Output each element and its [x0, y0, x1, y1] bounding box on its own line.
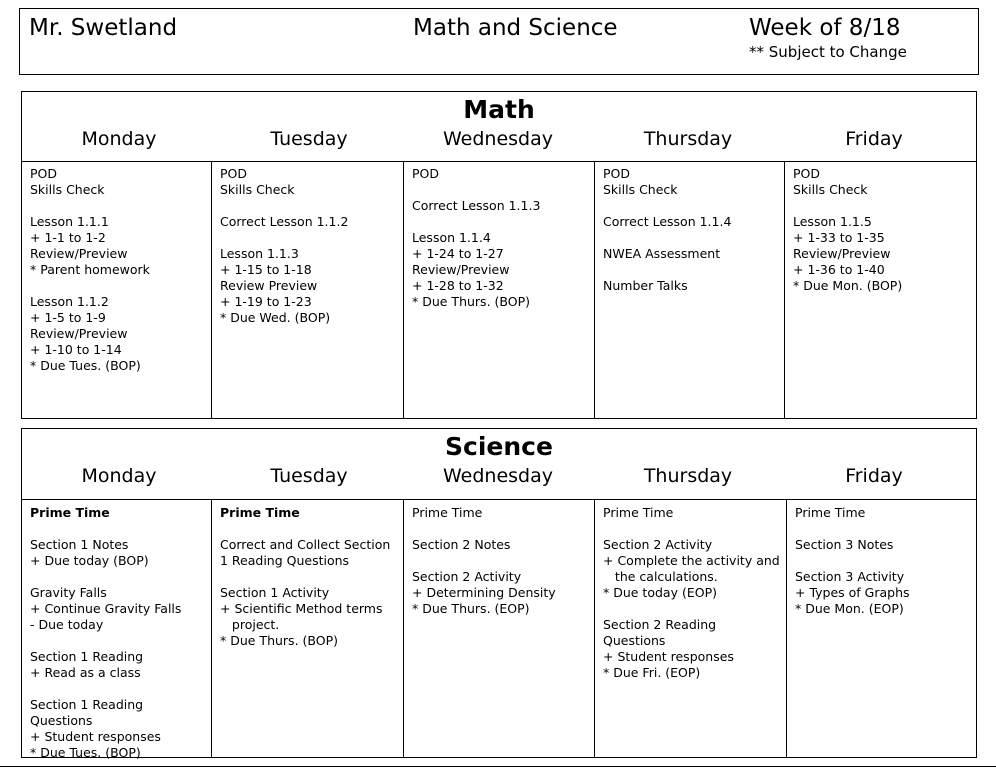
cell-line: Section 1 Activity — [220, 585, 330, 600]
cell-line: * Due Mon. (EOP) — [795, 601, 904, 616]
math-col-divider — [403, 161, 404, 418]
science-col-divider — [403, 499, 404, 757]
cell-line — [412, 214, 540, 230]
science-col-divider — [211, 499, 212, 757]
cell-line — [603, 230, 731, 246]
cell-line — [30, 681, 181, 697]
cell-line: Number Talks — [603, 278, 688, 293]
cell-line — [30, 278, 150, 294]
subject-title: Math and Science — [413, 15, 618, 41]
cell-line: Review/Preview — [30, 326, 128, 341]
cell-line: + 1-15 to 1-18 — [220, 262, 312, 277]
math-monday-cell — [30, 166, 150, 374]
cell-line: + 1-33 to 1-35 — [793, 230, 885, 245]
science-title: Science — [445, 432, 553, 461]
math-title: Math — [463, 95, 535, 124]
cell-line: * Due Thurs. (BOP) — [220, 633, 338, 648]
cell-line: POD — [793, 166, 821, 181]
cell-line: Review/Preview — [793, 246, 891, 261]
cell-line: + Student responses — [30, 729, 161, 744]
cell-line: + Determining Density — [412, 585, 556, 600]
cell-line: * Due today (EOP) — [603, 585, 717, 600]
cell-line: Lesson 1.1.2 — [30, 294, 109, 309]
cell-line: Prime Time — [412, 505, 483, 520]
cell-line — [412, 182, 540, 198]
cell-line — [220, 198, 348, 214]
cell-line — [795, 553, 910, 569]
cell-line: Questions — [603, 633, 666, 648]
science-header-divider — [22, 499, 976, 500]
cell-line: POD — [220, 166, 248, 181]
cell-line: + 1-5 to 1-9 — [30, 310, 106, 325]
cell-line: + Continue Gravity Falls — [30, 601, 182, 616]
science-day-thursday: Thursday — [643, 465, 733, 487]
math-col-divider — [784, 161, 785, 418]
cell-line: * Due Wed. (BOP) — [220, 310, 331, 325]
science-col-divider — [786, 499, 787, 757]
cell-line: Section 1 Reading — [30, 649, 144, 664]
cell-line: * Due Mon. (BOP) — [793, 278, 903, 293]
cell-line: Section 3 Activity — [795, 569, 905, 584]
cell-line: * Due Tues. (BOP) — [30, 358, 141, 373]
cell-line: + Student responses — [603, 649, 734, 664]
cell-line: Lesson 1.1.5 — [793, 214, 872, 229]
cell-line: Skills Check — [30, 182, 105, 197]
cell-line — [795, 521, 910, 537]
math-friday-cell — [793, 166, 902, 294]
cell-line: Section 2 Activity — [603, 537, 713, 552]
cell-line: + Types of Graphs — [795, 585, 910, 600]
cell-line — [603, 521, 780, 537]
cell-line: POD — [30, 166, 58, 181]
cell-line: + Complete the activity and — [603, 553, 780, 568]
cell-line: * Due Thurs. (EOP) — [412, 601, 530, 616]
math-day-tuesday: Tuesday — [270, 128, 348, 150]
cell-line: + 1-19 to 1-23 — [220, 294, 312, 309]
cell-line: Correct and Collect Section — [220, 537, 391, 552]
cell-line: + 1-10 to 1-14 — [30, 342, 122, 357]
cell-line — [412, 521, 556, 537]
cell-line — [603, 198, 731, 214]
cell-line: Section 3 Notes — [795, 537, 894, 552]
cell-line: Review/Preview — [412, 262, 510, 277]
cell-line: POD — [603, 166, 631, 181]
science-day-monday: Monday — [81, 465, 157, 487]
cell-line: + 1-28 to 1-32 — [412, 278, 504, 293]
cell-line — [30, 633, 181, 649]
cell-line: Prime Time — [795, 505, 866, 520]
cell-line — [220, 569, 390, 585]
cell-line: + Read as a class — [30, 665, 141, 680]
cell-line: Section 2 Notes — [412, 537, 511, 552]
cell-line: Prime Time — [30, 505, 110, 520]
cell-line: - Due today — [30, 617, 104, 632]
cell-line: 1 Reading Questions — [220, 553, 350, 568]
cell-line — [412, 553, 556, 569]
cell-line: Correct Lesson 1.1.3 — [412, 198, 541, 213]
math-day-friday: Friday — [845, 128, 903, 150]
math-tuesday-cell — [220, 166, 348, 326]
science-section — [21, 428, 977, 758]
cell-line: the calculations. — [603, 569, 718, 584]
cell-line: Lesson 1.1.3 — [220, 246, 299, 261]
cell-line: Prime Time — [603, 505, 674, 520]
science-tuesday-cell — [220, 505, 390, 649]
cell-line: + 1-36 to 1-40 — [793, 262, 885, 277]
cell-line: Correct Lesson 1.1.4 — [603, 214, 732, 229]
cell-line: Correct Lesson 1.1.2 — [220, 214, 349, 229]
cell-line: Section 1 Reading — [30, 697, 144, 712]
cell-line: Section 1 Notes — [30, 537, 129, 552]
cell-line: Gravity Falls — [30, 585, 107, 600]
cell-line: * Parent homework — [30, 262, 150, 277]
cell-line: project. — [220, 617, 280, 632]
cell-line: Section 2 Reading — [603, 617, 717, 632]
science-day-tuesday: Tuesday — [270, 465, 348, 487]
cell-line: + 1-1 to 1-2 — [30, 230, 106, 245]
cell-line — [793, 198, 902, 214]
cell-line: NWEA Assessment — [603, 246, 721, 261]
cell-line — [603, 601, 780, 617]
bottom-rule — [0, 766, 996, 767]
cell-line: * Due Fri. (EOP) — [603, 665, 701, 680]
change-note: ** Subject to Change — [749, 43, 907, 61]
header-box — [19, 8, 979, 75]
cell-line — [30, 521, 181, 537]
science-col-divider — [594, 499, 595, 757]
teacher-name: Mr. Swetland — [29, 15, 178, 41]
cell-line: Section 2 Activity — [412, 569, 522, 584]
math-day-wednesday: Wednesday — [442, 128, 554, 150]
cell-line: * Due Thurs. (BOP) — [412, 294, 530, 309]
cell-line — [30, 569, 181, 585]
cell-line — [220, 521, 390, 537]
cell-line: Skills Check — [793, 182, 868, 197]
math-wednesday-cell — [412, 166, 540, 310]
science-thursday-cell — [603, 505, 780, 681]
math-col-divider — [211, 161, 212, 418]
cell-line: Prime Time — [220, 505, 300, 520]
cell-line: Skills Check — [220, 182, 295, 197]
cell-line: Review/Preview — [30, 246, 128, 261]
cell-line: Review Preview — [220, 278, 318, 293]
cell-line — [220, 230, 348, 246]
cell-line: POD — [412, 166, 440, 181]
math-thursday-cell — [603, 166, 731, 294]
cell-line: Questions — [30, 713, 93, 728]
cell-line — [30, 198, 150, 214]
science-wednesday-cell — [412, 505, 556, 617]
cell-line: Lesson 1.1.1 — [30, 214, 109, 229]
math-header-divider — [22, 161, 976, 162]
cell-line: + Scientific Method terms — [220, 601, 383, 616]
math-col-divider — [594, 161, 595, 418]
week-label: Week of 8/18 — [749, 15, 901, 41]
math-day-thursday: Thursday — [643, 128, 733, 150]
science-friday-cell — [795, 505, 910, 617]
math-section — [21, 91, 977, 419]
cell-line: Lesson 1.1.4 — [412, 230, 491, 245]
cell-line — [603, 262, 731, 278]
science-monday-cell — [30, 505, 181, 761]
science-day-friday: Friday — [845, 465, 903, 487]
cell-line: + 1-24 to 1-27 — [412, 246, 504, 261]
cell-line: Skills Check — [603, 182, 678, 197]
cell-line: + Due today (BOP) — [30, 553, 149, 568]
science-day-wednesday: Wednesday — [442, 465, 554, 487]
cell-line: * Due Tues. (BOP) — [30, 745, 141, 760]
math-day-monday: Monday — [81, 128, 157, 150]
